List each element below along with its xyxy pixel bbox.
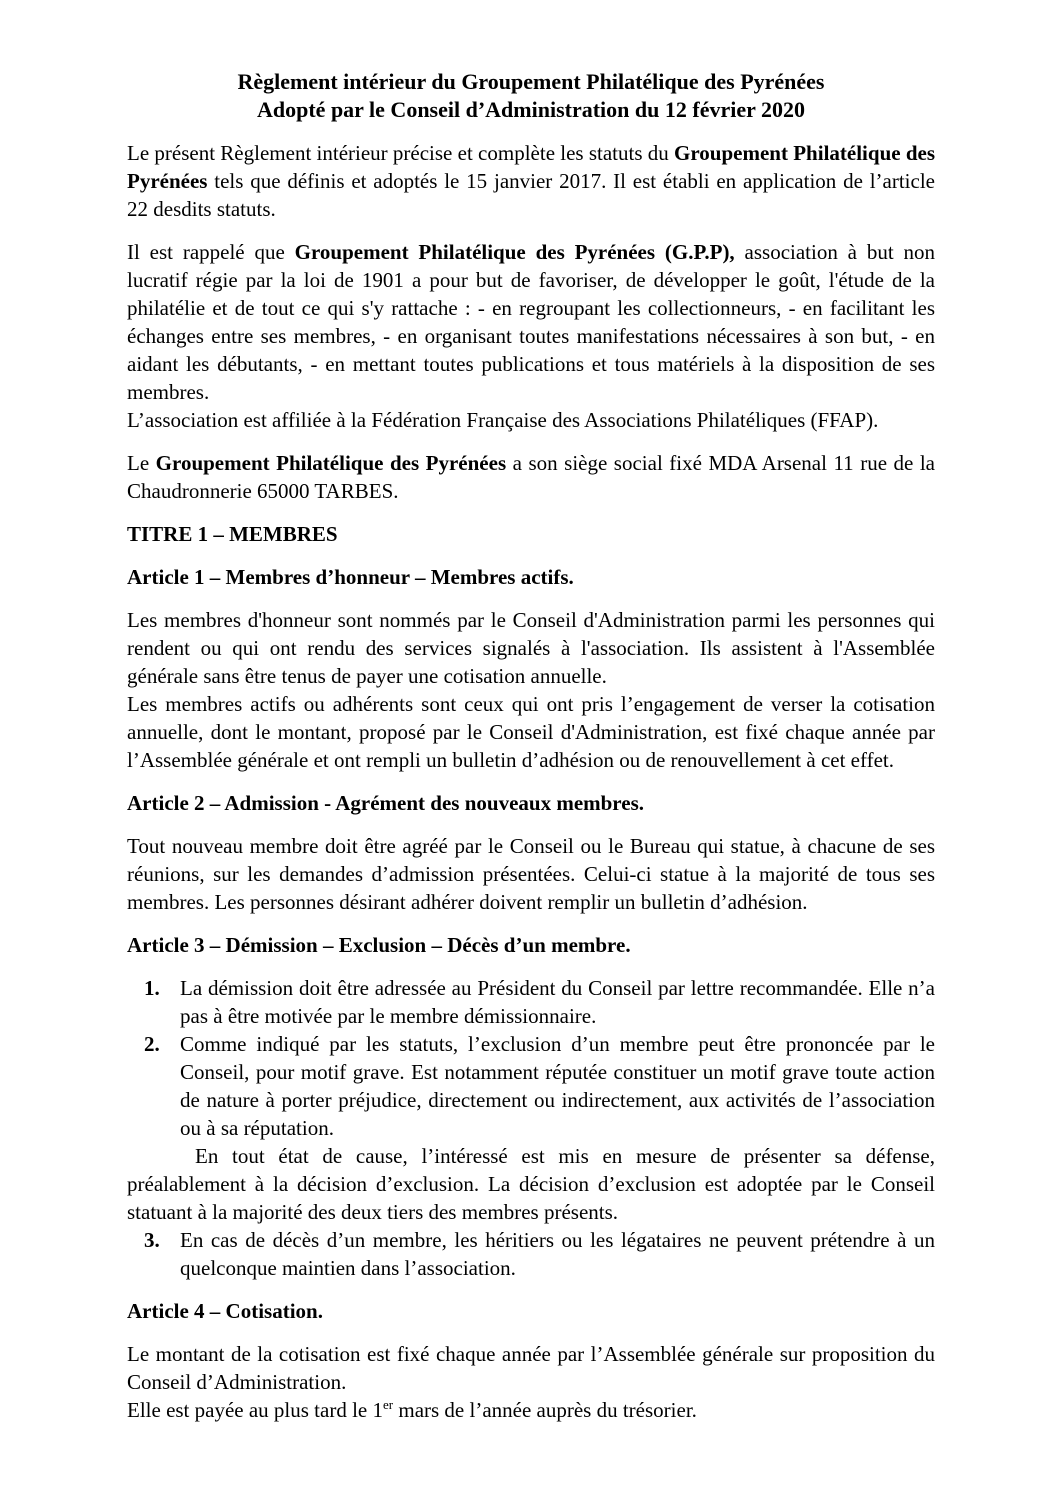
list-item-1-number: 1. (144, 976, 160, 1000)
article-1-heading: Article 1 – Membres d’honneur – Membres actifs. (127, 565, 574, 589)
article-3-hanging-paragraph: En tout état de cause, l’intéressé est mis en mesure de présenter sa défense, préalablement à la décision d’exclusion. La décision d’exclusion est adoptée par le Conseil statuant à la majorité des deux tiers des membres présents. (127, 1144, 935, 1224)
siege-social-text-start: Le (127, 451, 156, 475)
article-1-paragraph-2: Les membres actifs ou adhérents sont ceux qui ont pris l’engagement de verser la cotisation annuelle, dont le montant, proposé par le Conseil d'Administration, est fixé chaque année par l’Assemblée générale et ont rempli un bulletin d’adhésion ou de renouvellement à cet effet. (127, 692, 935, 772)
list-item-3-number: 3. (144, 1228, 160, 1252)
association-name-bold-2: Groupement Philatélique des Pyrénées (155, 451, 507, 475)
article-2-heading: Article 2 – Admission - Agrément des nouveaux membres. (127, 791, 644, 815)
list-item-1-text: La démission doit être adressée au Président du Conseil par lettre recommandée. Elle n’a pas à être motivée par le membre démissionnaire. (180, 976, 935, 1028)
article-2-paragraph-1: Tout nouveau membre doit être agréé par le Conseil ou le Bureau qui statue, à chacune de ses réunions, sur les demandes d’admission présentées. Celui-ci statue à la majorité de tous ses membres. Les personnes désirant adhérer doivent remplir un bulletin d’adhésion. (127, 834, 935, 914)
list-item-3 (127, 1226, 935, 1282)
intro-paragraph-1 (127, 139, 935, 223)
superscript-er: er (383, 1397, 394, 1412)
intro-paragraph-2-text-start: Il est rappelé que (127, 240, 295, 264)
association-name-gpp-bold: Groupement Philatélique des Pyrénées (G.P.P), (294, 240, 735, 264)
article-3-list (127, 974, 935, 1282)
siege-social-paragraph (127, 449, 935, 505)
article-4-heading: Article 4 – Cotisation. (127, 1299, 323, 1323)
list-item-3-text: En cas de décès d’un membre, les héritiers ou les légataires ne peuvent prétendre à un quelconque maintien dans l’association. (180, 1228, 935, 1280)
list-item-2 (127, 1030, 935, 1142)
document-title-line-2: Adopté par le Conseil d’Administration du 12 février 2020 (257, 97, 805, 122)
intro-paragraph-2-text-end: association à but non lucratif régie par la loi de 1901 a pour but de favoriser, de développer le goût, l'étude de la philatélie et de tout ce qui s'y rattache : - en regroupant les collectionneurs, - en facilitant les échanges entre ses membres, - en organisant toutes manifestations nécessaires à son but, - en aidant les débutants, - en mettant toutes publications et tous matériels à la disposition de ses membres. (127, 240, 935, 404)
list-item-2-number: 2. (144, 1032, 160, 1056)
intro-paragraph-1-text-start: Le présent Règlement intérieur précise et complète les statuts du (127, 141, 675, 165)
association-name-bold: Groupement Philatélique des Pyrénées (127, 141, 935, 193)
titre-1-heading: TITRE 1 – MEMBRES (127, 522, 338, 546)
intro-paragraph-1-text-end: tels que définis et adoptés le 15 janvier 2017. Il est établi en application de l’article 22 desdits statuts. (127, 169, 935, 221)
article-1-paragraph-1: Les membres d'honneur sont nommés par le Conseil d'Administration parmi les personnes qui rendent ou qui ont rendu des services signalés à l'association. Ils assistent à l'Assemblée générale sans être tenus de payer une cotisation annuelle. (127, 608, 935, 688)
affiliation-paragraph: L’association est affiliée à la Fédération Française des Associations Philatéliques (FFAP). (127, 408, 879, 432)
document-title-line-1: Règlement intérieur du Groupement Philatélique des Pyrénées (237, 69, 825, 94)
list-item-1 (127, 974, 935, 1030)
article-4-paragraph-1: Le montant de la cotisation est fixé chaque année par l’Assemblée générale sur proposition du Conseil d’Administration. (127, 1342, 935, 1394)
siege-social-text-end: a son siège social fixé MDA Arsenal 11 rue de la Chaudronnerie 65000 TARBES. (127, 451, 936, 503)
article-4-paragraph-2-text-end: mars de l’année auprès du trésorier. (393, 1398, 697, 1422)
article-4-paragraph-2-text-start: Elle est payée au plus tard le 1 (127, 1398, 383, 1422)
intro-paragraph-2 (127, 238, 935, 406)
list-item-2-text: Comme indiqué par les statuts, l’exclusion d’un membre peut être prononcée par le Conseil, pour motif grave. Est notamment réputée constituer un motif grave toute action de nature à porter préjudice, directement ou indirectement, aux activités de l’association ou à sa réputation. (180, 1032, 935, 1140)
article-3-heading: Article 3 – Démission – Exclusion – Décès d’un membre. (127, 933, 631, 957)
article-4-paragraph-2 (127, 1396, 935, 1424)
